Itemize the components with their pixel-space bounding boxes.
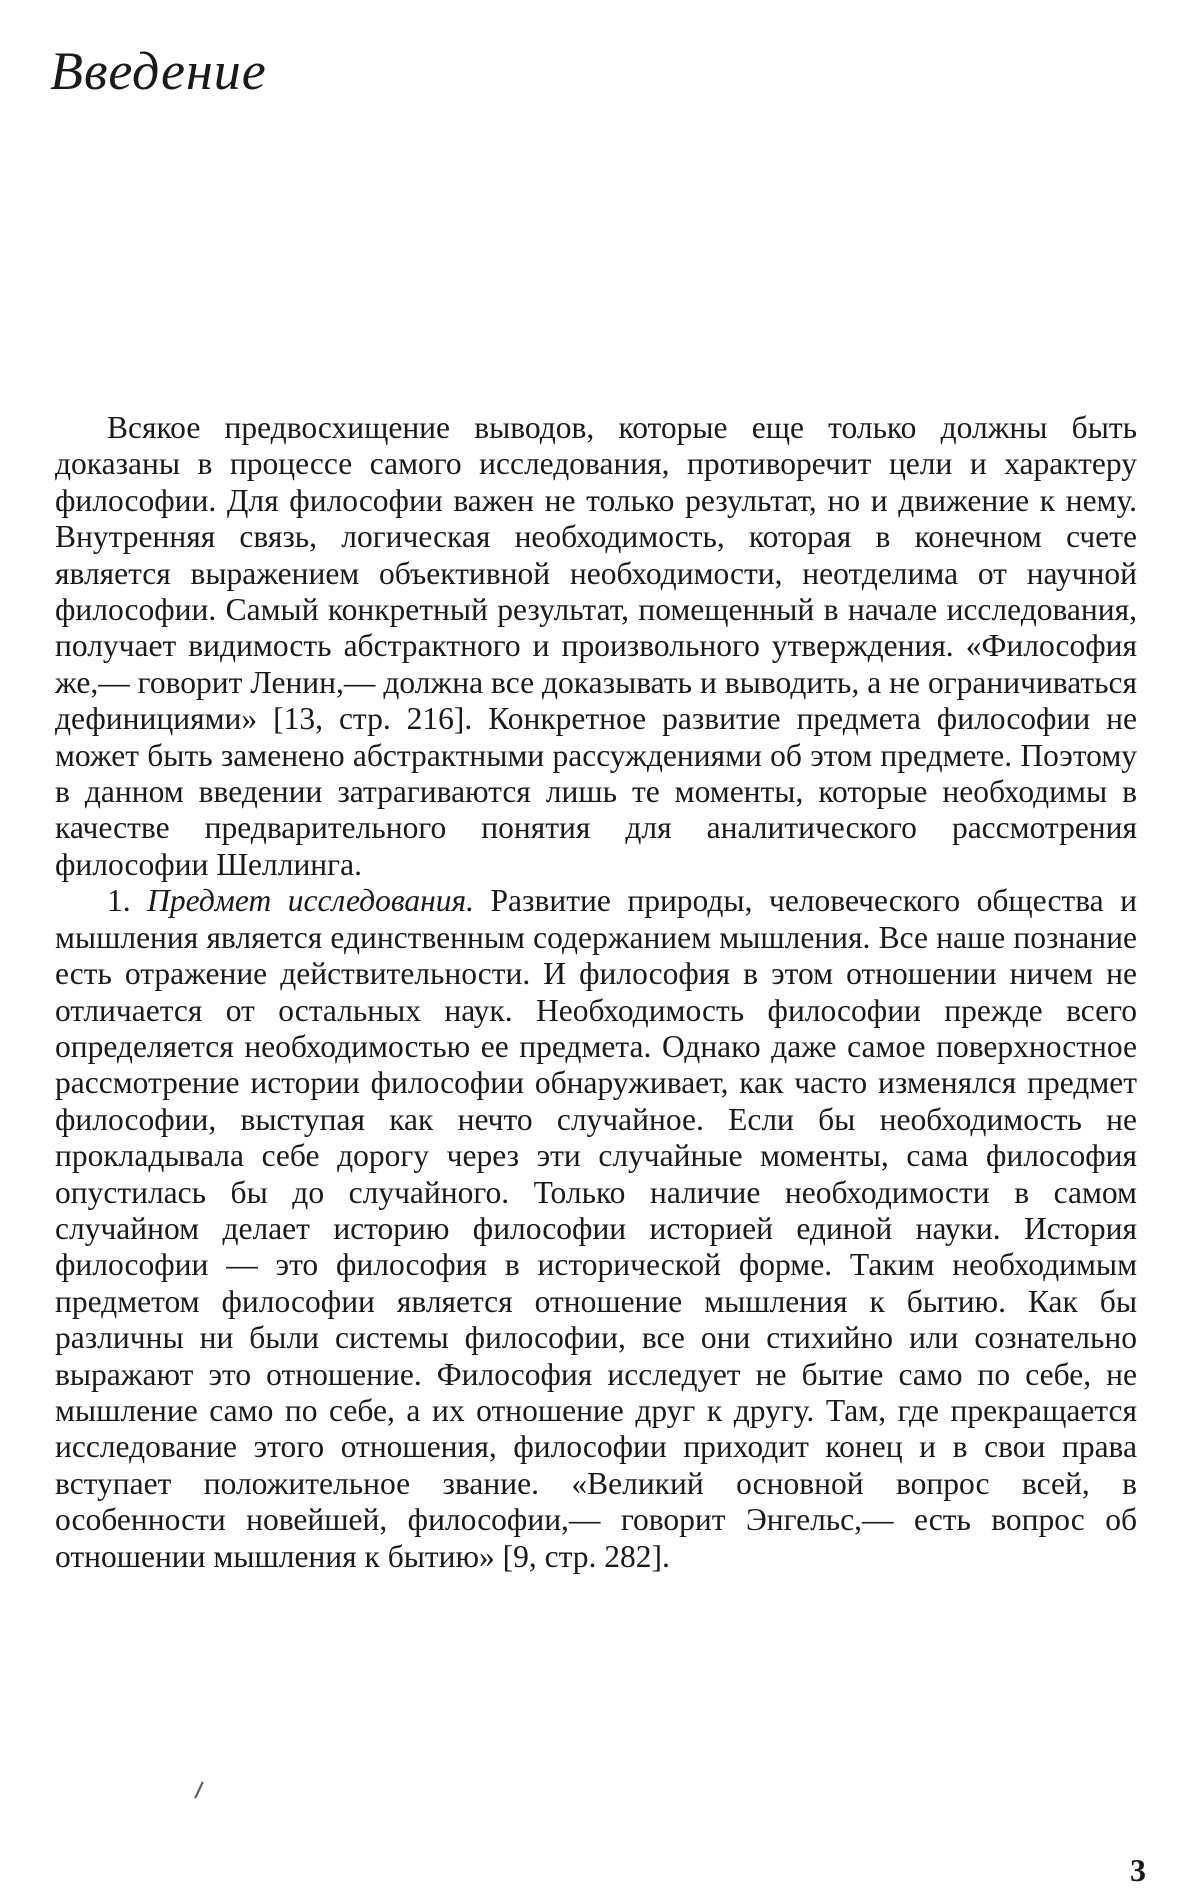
paragraph-subject: [55, 883, 1137, 1575]
section-number: 1.: [107, 883, 131, 919]
paragraph-subject-text: Развитие природы, человеческого общества и мышления является единственным содержанием мышления. Все наше познание есть отражение действительности. И философия в этом отношении ничем не отличается от остальных наук. Необходимость философии прежде всего определяется необходимостью ее предмета. Однако даже самое поверхностное рассмотрение истории философии обнаруживает, как часто изменялся предмет философии, выступая как нечто случайное. Если бы необходимость не прокладывала себе дорогу через эти случайные моменты, сама философия опустилась бы до случайного. Только наличие необходимости в самом случайном делает историю философии историей единой науки. История философии — это философия в исторической форме. Таким необходимым предметом философии является отношение мышления к бытию. Как бы различны ни были системы философии, все они стихийно или сознательно выражают это отношение. Философия исследует не бытие само по себе, не мышление само по себе, а их отношение друг к другу. Там, где прекращается исследование этого отношения, философии приходит конец и в свои права вступает положительное звание. «Великий основной вопрос всей, в особенности новейшей, философии,— говорит Энгельс,— есть вопрос об отношении мышления к бытию» [9, стр. 282].: [55, 883, 1138, 1574]
page-number: 3: [1130, 1852, 1146, 1888]
paragraph-intro-text: Всякое предвосхищение выводов, которые еще только должны быть доказаны в процессе самого исследования, противоречит цели и характеру философии. Для философии важен не только результат, но и движение к нему. Внутренняя связь, логическая необходимость, которая в конечном счете является выражением объективной необходимости, неотделима от научной философии. Самый конкретный результат, помещенный в начале исследования, получает видимость абстрактного и произвольного утверждения. «Философия же,— говорит Ленин,— должна все доказывать и выводить, а не ограничиваться дефинициями» [13, стр. 216]. Конкретное развитие предмета философии не может быть заменено абстрактными рассуждениями об этом предмете. Поэтому в данном введении затрагиваются лишь те моменты, которые необходимы в качестве предварительного понятия для аналитического рассмотрения философии Шеллинга.: [55, 410, 1137, 882]
stray-pen-mark: [194, 1781, 203, 1798]
paragraph-intro: [55, 410, 1137, 883]
chapter-title: Введение: [50, 41, 267, 101]
body-text: [55, 410, 1137, 1575]
section-heading: Предмет исследования.: [147, 883, 474, 919]
